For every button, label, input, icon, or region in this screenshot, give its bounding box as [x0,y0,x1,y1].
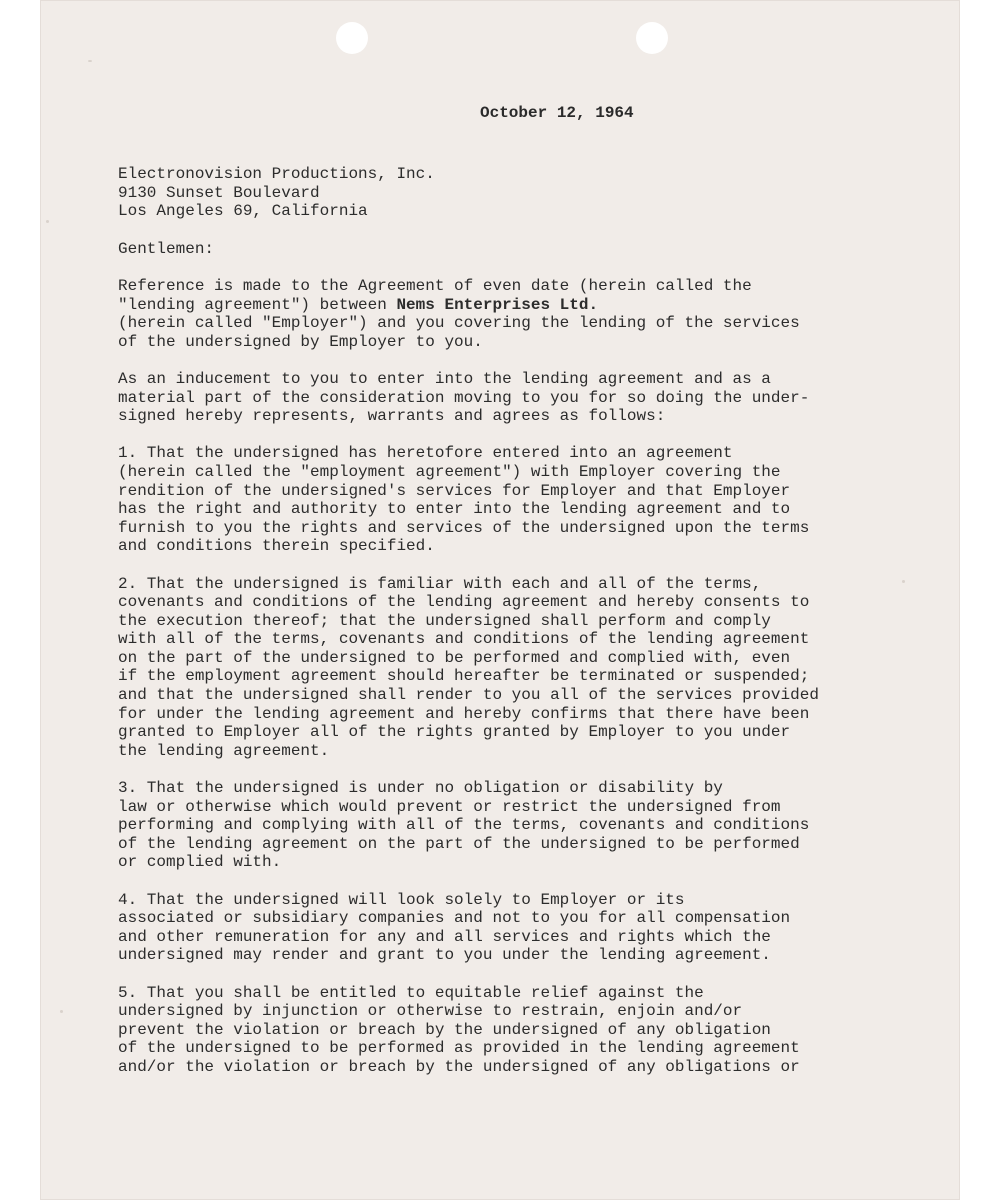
text-line: undersigned may render and grant to you under the lending agreement. [118,946,771,965]
address-line: Electronovision Productions, Inc. [118,165,435,183]
text-line: if the employment agreement should hereafter be terminated or suspended; [118,667,810,686]
text-line: with all of the terms, covenants and conditions of the lending agreement [118,630,810,649]
text-line: on the part of the undersigned to be performed and complied with, even [118,648,791,667]
text-line: law or otherwise which would prevent or restrict the undersigned from [118,797,781,816]
paper-speck [88,60,92,62]
clause-5 [118,984,938,1077]
text-line: granted to Employer all of the rights granted by Employer to you under [118,723,791,742]
text-line [118,296,938,315]
text-fragment: "lending agreement") between [118,295,397,314]
text-line: 3. That the undersigned is under no obligation or disability by [118,779,723,798]
recipient-address [118,165,898,221]
paper-speck [46,220,49,223]
letter-text [118,277,938,1095]
text-line: Reference is made to the Agreement of even date (herein called the [118,277,752,295]
text-line: and that the undersigned shall render to you all of the services provided [118,686,819,705]
address-line: 9130 Sunset Boulevard [118,183,320,202]
text-line: 4. That the undersigned will look solely to Employer or its [118,890,685,909]
letter-date: October 12, 1964 [480,104,634,122]
text-line: 1. That the undersigned has heretofore entered into an agreement [118,444,733,463]
text-line: furnish to you the rights and services of the undersigned upon the terms [118,518,810,537]
text-line: prevent the violation or breach by the undersigned of any obligation [118,1020,771,1039]
clause-4 [118,891,938,965]
text-line: performing and complying with all of the terms, covenants and conditions [118,816,810,835]
text-line: 2. That the undersigned is familiar with each and all of the terms, [118,574,762,593]
text-line: and/or the violation or breach by the undersigned of any obligations or [118,1057,800,1076]
text-line: signed hereby represents, warrants and agrees as follows: [118,407,666,426]
text-line: for under the lending agreement and hereby confirms that there have been [118,704,810,723]
text-line: 5. That you shall be entitled to equitable relief against the [118,983,704,1002]
reference-paragraph [118,277,938,351]
text-line: As an inducement to you to enter into the lending agreement and as a [118,369,771,388]
text-line: or complied with. [118,853,282,872]
text-line: undersigned by injunction or otherwise to restrain, enjoin and/or [118,1002,743,1021]
text-line: (herein called "Employer") and you covering the lending of the services [118,314,800,333]
clause-3 [118,779,938,872]
address-line: Los Angeles 69, California [118,202,368,221]
text-line: and conditions therein specified. [118,537,435,556]
text-line: material part of the consideration moving to you for so doing the under- [118,388,810,407]
employer-name: Nems Enterprises Ltd. [396,295,599,314]
paper-speck [60,1010,63,1013]
text-line: rendition of the undersigned's services for Employer and that Employer [118,481,791,500]
punch-hole-right [636,22,668,54]
inducement-paragraph [118,370,938,426]
text-line: (herein called the "employment agreement") with Employer covering the [118,462,781,481]
text-line: has the right and authority to enter into the lending agreement and to [118,500,791,519]
clause-2 [118,575,938,761]
text-line: of the undersigned to be performed as provided in the lending agreement [118,1039,800,1058]
text-line: the lending agreement. [118,741,330,760]
text-line: covenants and conditions of the lending agreement and hereby consents to [118,593,810,612]
clause-1 [118,444,938,556]
text-line: the execution thereof; that the undersigned shall perform and comply [118,611,771,630]
text-line: associated or subsidiary companies and not to you for all compensation [118,909,791,928]
document-page [40,0,960,1200]
punch-hole-left [336,22,368,54]
salutation: Gentlemen: [118,240,215,258]
text-line: and other remuneration for any and all services and rights which the [118,927,771,946]
text-line: of the lending agreement on the part of the undersigned to be performed [118,834,800,853]
text-line: of the undersigned by Employer to you. [118,332,483,351]
